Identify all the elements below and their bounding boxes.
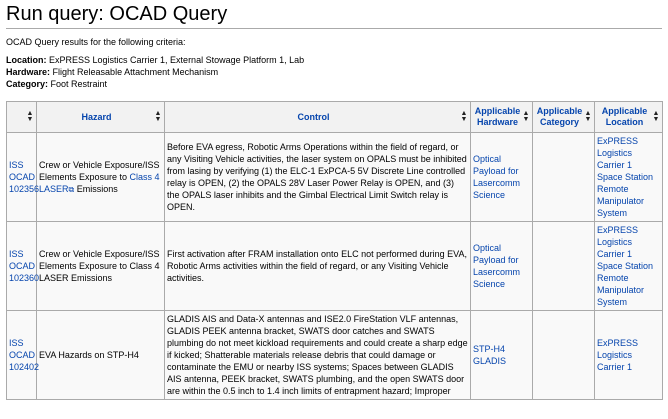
criteria-location bbox=[6, 54, 662, 66]
hazard-text: Crew or Vehicle Exposure/ISS Elements Exposure to bbox=[39, 159, 160, 182]
criteria-label: Hardware: bbox=[6, 67, 51, 77]
hardware-cell bbox=[471, 222, 533, 311]
sort-icon[interactable]: ▲ ▼ bbox=[460, 110, 468, 123]
control-cell: Before EVA egress, Robotic Arms Operations within the field of regard, or any Visiting Vehicle activities, the laser system on OPALS must be inhibited from lasing by verifying (1) the ELC-1 ExPCA-5 5V Discrete Line controlled relay is OPEN, (2) the OPALS 28V Laser Power Relay is OPEN, and (3) the OPALS laser inhibits and the Gimbal Electrical Limit Switch relay is OPEN. bbox=[165, 133, 471, 222]
table-header-row bbox=[7, 102, 663, 133]
ocad-id-cell bbox=[7, 222, 40, 311]
hardware-cell bbox=[471, 133, 533, 222]
ocad-id-cell bbox=[7, 311, 40, 400]
sort-icon[interactable]: ▲ ▼ bbox=[652, 110, 660, 123]
category-cell bbox=[533, 133, 595, 222]
hardware-link[interactable]: Optical Payload for Lasercomm Science bbox=[473, 243, 521, 289]
header-label: Applicable Hardware bbox=[474, 106, 521, 127]
location-cell bbox=[595, 311, 663, 400]
results-table bbox=[6, 101, 663, 400]
sort-icon[interactable]: ▲ ▼ bbox=[584, 110, 592, 123]
location-cell bbox=[595, 133, 663, 222]
category-cell bbox=[533, 222, 595, 311]
criteria-hardware bbox=[6, 66, 662, 78]
table-row bbox=[7, 133, 663, 222]
criteria-label: Category: bbox=[6, 79, 49, 89]
criteria-value: ExPRESS Logistics Carrier 1, External Stowage Platform 1, Lab bbox=[49, 55, 305, 65]
table-row bbox=[7, 222, 663, 311]
column-header-id[interactable] bbox=[7, 102, 37, 133]
table-row bbox=[7, 311, 663, 400]
hazard-text: EVA Hazards on STP-H4 bbox=[39, 350, 139, 360]
criteria-category bbox=[6, 78, 662, 90]
hazard-text-suffix: Emissions bbox=[74, 183, 118, 194]
control-cell: First activation after FRAM installation onto ELC not performed during EVA, Robotic Arms activities within the field of regard, or any Visiting Vehicle activities. bbox=[165, 222, 471, 311]
criteria-value: Foot Restraint bbox=[50, 79, 108, 89]
header-label: Control bbox=[297, 111, 330, 122]
criteria-value: Flight Releasable Attachment Mechanism bbox=[52, 67, 219, 77]
ocad-id-cell bbox=[7, 133, 40, 222]
column-header-control[interactable] bbox=[165, 102, 471, 133]
hazard-link[interactable]: Class 4 LASER bbox=[39, 171, 160, 194]
sort-icon[interactable]: ▲ ▼ bbox=[522, 110, 530, 123]
header-label: Applicable Category bbox=[536, 106, 583, 127]
location-link[interactable]: ExPRESS Logistics Carrier 1 Space Station Remote Manipulator System bbox=[597, 225, 654, 307]
hazard-text: Crew or Vehicle Exposure/ISS Elements Exposure to Class 4 LASER Emissions bbox=[39, 249, 160, 283]
location-link[interactable]: ExPRESS Logistics Carrier 1 bbox=[597, 338, 639, 372]
ocad-id-link[interactable]: ISS OCAD 102360 bbox=[9, 249, 40, 283]
column-header-hazard[interactable] bbox=[37, 102, 165, 133]
column-header-hardware[interactable] bbox=[471, 102, 533, 133]
sort-icon[interactable]: ▲ ▼ bbox=[26, 110, 34, 123]
criteria-label: Location: bbox=[6, 55, 47, 65]
column-header-location[interactable] bbox=[595, 102, 663, 133]
page-title: Run query: OCAD Query bbox=[6, 2, 662, 29]
category-cell bbox=[533, 311, 595, 400]
sort-icon[interactable]: ▲ ▼ bbox=[154, 110, 162, 123]
header-label: Hazard bbox=[81, 111, 112, 122]
hardware-link[interactable]: Optical Payload for Lasercomm Science bbox=[473, 154, 521, 200]
column-header-category[interactable] bbox=[533, 102, 595, 133]
location-link[interactable]: ExPRESS Logistics Carrier 1 Space Station Remote Manipulator System bbox=[597, 136, 654, 218]
hardware-cell bbox=[471, 311, 533, 400]
ocad-id-link[interactable]: ISS OCAD 102402 bbox=[9, 338, 40, 372]
hazard-cell bbox=[37, 133, 165, 222]
hazard-cell bbox=[37, 222, 165, 311]
location-cell bbox=[595, 222, 663, 311]
ocad-id-link[interactable]: ISS OCAD 102356 bbox=[9, 160, 40, 194]
hazard-cell bbox=[37, 311, 165, 400]
external-link-icon: ⧉ bbox=[68, 184, 75, 194]
hardware-link[interactable]: STP-H4 GLADIS bbox=[473, 344, 507, 366]
control-cell: GLADIS AIS and Data-X antennas and ISE2.0 FireStation VLF antennas, GLADIS PEEK antenna bracket, SWATS door catches and SWATS plumbing do not meet kickload requirements and could create a sharp edge if kicked; Shatterable materials release debris that could damage or contaminate the EMU or nearby ISS systems; Spaces between GLADIS AIS antenna, PEEK bracket, SWATS plumbing, and the open SWATS door are within the 0.5 inch to 1.4 inch limits of entrapment hazard; Improper bbox=[165, 311, 471, 400]
intro-text: OCAD Query results for the following criteria: bbox=[6, 37, 186, 47]
header-label: Applicable Location bbox=[601, 106, 648, 127]
